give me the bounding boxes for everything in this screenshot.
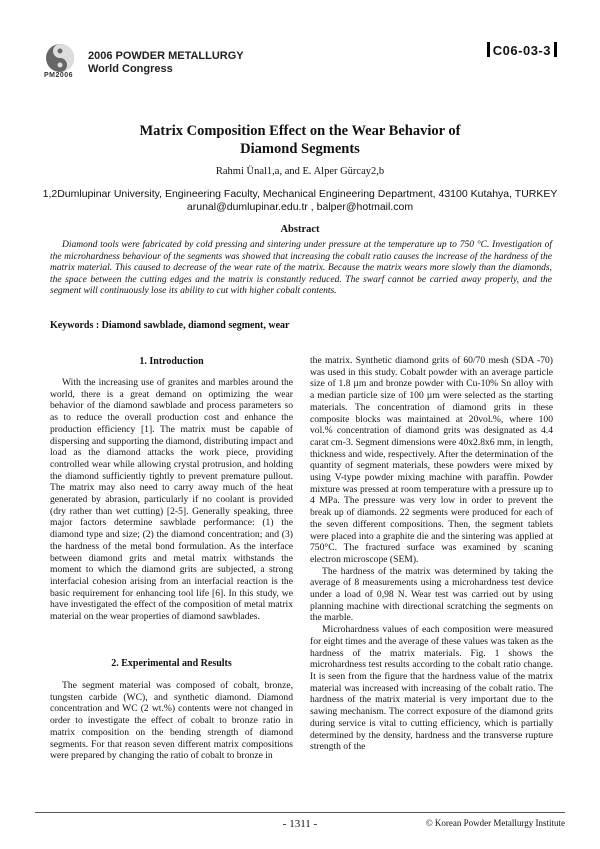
keywords: Keywords : Diamond sawblade, diamond segment, wear <box>50 320 290 331</box>
pm2006-logo-icon <box>45 43 75 73</box>
emails: arunal@dumlupinar.edu.tr , balper@hotmail.com <box>186 201 414 213</box>
right-column <box>310 355 553 753</box>
section1-paragraph: With the increasing use of granites and marbles around the world, there is a great demand on optimizing the wear behavior of the diamond sawblade and process parameters so as to reduce the overall production cost and enhance the production efficiency [1]. The matrix must be capable of dispersing and supporting the diamond, distributing impact and load as the diamond attacks the work piece, providing controlled wear while allowing crystal protrusion, and holding the diamond sufficiently tightly to prevent premature pullout. The matrix may also need to carry away much of the heat generated by abrasion, particularly if no coolant is provided (dry rather than wet cutting) [2-5]. Generally speaking, three major factors determine sawblade performance: (1) the diamond type and size; (2) the diamond concentration; and (3) the hardness of the metal bond formulation. As the interface between diamond grits and metal matrix withstands the moment to which the diamond grits are subjected, a strong interfacial cohesion arising from an interfacial reaction is the basic requirement for enhancing tool life [6]. In this study, we have investigated the effect of the composition of metal matrix material on the wear properties of diamond sawblades. <box>50 377 294 623</box>
affiliation: 1,2Dumlupinar University, Engineering Faculty, Mechanical Engineering Department, 43100 Kutahya, TURKEY <box>42 188 558 200</box>
section2-body <box>50 680 293 762</box>
right-paragraph-1: the matrix. Synthetic diamond grits of 60/70 mesh (SDA -70) was used in this study. Cobalt powder with an average particle size of 1.8 µm and bronze powder with Cu-10% Sn alloy with a median particle size of 100 µm were selected as the starting materials. The concentration of diamond grits in these composite blocks was maintained at 20vol.%, where 100 vol.% concentration of diamond grits was designated as 4.4 carat cm-3. Segment dimensions were 40x2.8x6 mm, in length, thickness and wide, respectively. After the determination of the quantity of segment materials, these powders were mixed by using V-type powder mixing machine with paraffin. Powder mixture was pressed at room temperature with a pressure up to 4 MPa. The pressure was very low in order to prevent the break up of diamonds. 22 segments were produced for each of the seven different compositions. Then, the segment tablets were placed into a graphite die and the sintering was applied at 750°C. The fractured surface was examined by scaning electron microscope (SEM). <box>310 355 553 565</box>
affiliation-block <box>20 188 580 214</box>
conference-line2: World Congress <box>88 63 173 75</box>
paper-code: C06-03-3 <box>492 43 551 58</box>
right-paragraph-3: Microhardness values of each composition were measured for eight times and the average of these values was taken as the hardness of the matrix materials. Fig. 1 shows the microhardness test results according to the cobalt ratio change. It is seen from the figure that the hardness value of the matrix material was increased with increasing of the cobalt ratio. The hardness of the matrix material is very important due to the sawing mechanism. The correct exposure of the diamond grits during service is vital to cutting efficiency, which is partially determined by the density, hardness and the transverse rupture strength of the <box>310 624 553 753</box>
footer-rule <box>35 812 565 813</box>
conference-line1: 2006 POWDER METALLURGY <box>88 50 244 62</box>
section2-heading: 2. Experimental and Results <box>111 658 232 669</box>
copyright: © Korean Powder Metallurgy Institute <box>425 818 565 828</box>
abstract-text: Diamond tools were fabricated by cold pressing and sintering under pressure at the temperature up to 750 °C. Investigation of the microhardness behaviour of the segments was showed that increasing the cobalt ratio causes the increase of the hardness of the matrix material. This caused to decrease of the wear rate of the matrix. Because the matrix wears more slowly than the diamonds, the space between the cutting edges and the matrix is constantly reduced. The swarf cannot be carried away properly, and the segment will continuously lose its ability to cut with higher cobalt contents. <box>50 240 552 297</box>
authors: Rahmi Ünal1,a, and E. Alper Gürcay2,b <box>215 166 385 177</box>
paper-title <box>0 122 600 158</box>
section2-paragraph: The segment material was composed of cobalt, bronze, tungsten carbide (WC), and synthetic diamond. Diamond concentration and WC (2 wt.%) contents were not changed in order to investigate the effect of cobalt to bronze ratio in matrix composition on the bending strength of diamond segments. For that reason seven different matrix compositions were prepared by changing the ratio of cobalt to bronze in <box>50 680 293 762</box>
right-paragraph-2: The hardness of the matrix was determined by taking the average of 8 measurements using a microhardness test device under a load of 0,98 N. Wear test was carried out by using planning machine with directional scratching the segments on the marble. <box>310 565 553 624</box>
section1-body <box>50 377 293 623</box>
page-number: - 1311 - <box>282 818 318 830</box>
code-left-bar <box>487 42 490 57</box>
paper-code-box <box>484 42 560 58</box>
title-line1: Matrix Composition Effect on the Wear Behavior of <box>139 123 461 139</box>
code-right-bar <box>554 42 557 57</box>
logo-label: PM2006 <box>44 72 74 79</box>
title-line2: Diamond Segments <box>240 141 360 157</box>
abstract-heading: Abstract <box>280 224 320 235</box>
conference-name <box>88 50 244 76</box>
section1-heading: 1. Introduction <box>139 356 204 367</box>
